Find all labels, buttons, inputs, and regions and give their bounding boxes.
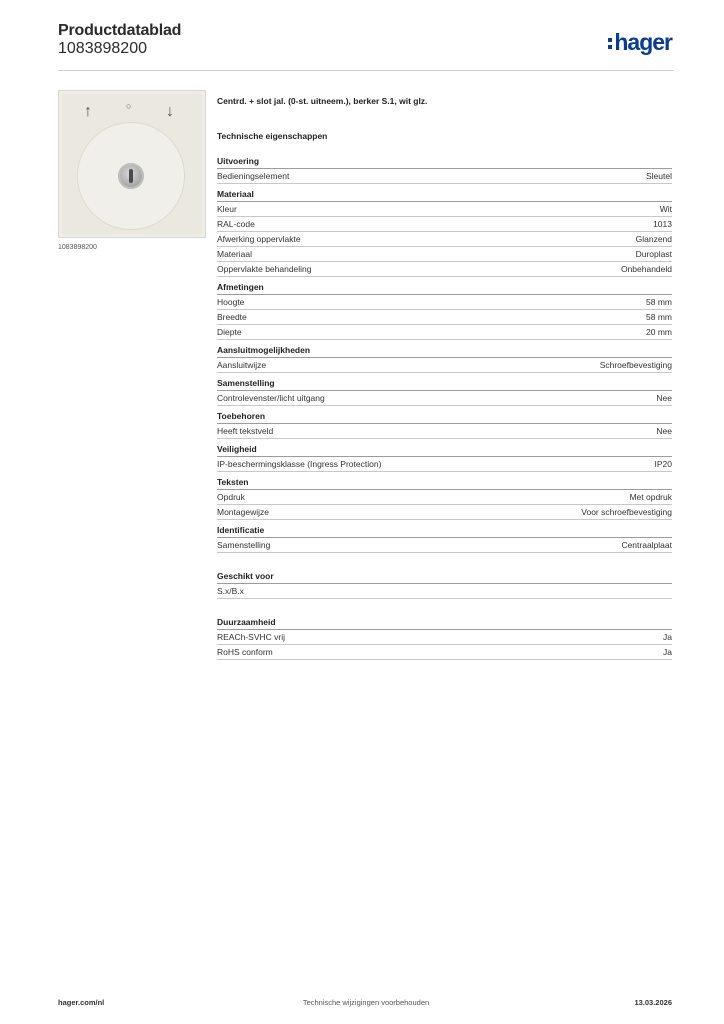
keyhole-icon [118, 163, 144, 189]
section-title: Teksten [217, 476, 672, 490]
spec-label: RoHS conform [217, 647, 273, 657]
spec-value: Ja [663, 632, 672, 642]
section-title: Identificatie [217, 524, 672, 538]
spec-label: Kleur [217, 204, 237, 214]
spec-row [217, 263, 672, 277]
off-position-icon: ○ [126, 101, 132, 111]
spec-label: Heeft tekstveld [217, 426, 274, 436]
spec-row [217, 311, 672, 325]
product-number: 1083898200 [58, 40, 147, 57]
spec-row [217, 631, 672, 645]
spec-value: IP20 [654, 459, 672, 469]
spec-row [217, 359, 672, 373]
spec-value: Schroefbevestiging [599, 360, 672, 370]
spec-label: S.x/B.x [217, 586, 244, 596]
spec-value: Wit [659, 204, 672, 214]
spec-row [217, 539, 672, 553]
section-toebehoren [217, 410, 672, 439]
spec-label: Controlevenster/licht uitgang [217, 393, 325, 403]
section-identificatie [217, 524, 672, 553]
section-duurzaamheid [217, 616, 672, 660]
spec-row [217, 233, 672, 247]
document-title: Productdatablad [58, 22, 182, 39]
image-caption: 1083898200 [58, 244, 97, 251]
footer-notice: Technische wijzigingen voorbehouden [302, 998, 430, 1007]
spec-row [217, 392, 672, 406]
product-image [58, 90, 206, 238]
spec-label: Oppervlakte behandeling [217, 264, 312, 274]
section-veiligheid [217, 443, 672, 472]
spec-value: 58 mm [646, 297, 672, 307]
spec-value: Nee [656, 426, 672, 436]
section-title: Samenstelling [217, 377, 672, 391]
spec-row [217, 248, 672, 262]
spec-row [217, 585, 672, 599]
spec-value: 1013 [653, 219, 672, 229]
spec-row [217, 203, 672, 217]
technical-properties-heading: Technische eigenschappen [217, 131, 328, 141]
spec-label: REACh-SVHC vrij [217, 632, 286, 642]
spec-label: Breedte [217, 312, 247, 322]
spec-value: Nee [656, 393, 672, 403]
spec-row [217, 326, 672, 340]
arrow-up-icon: ↑ [84, 103, 92, 120]
spec-label: Hoogte [217, 297, 245, 307]
spec-value: Voor schroefbevestiging [581, 507, 672, 517]
page-header [58, 22, 674, 70]
section-title: Duurzaamheid [217, 616, 672, 630]
arrow-down-icon: ↓ [166, 103, 174, 120]
spec-row [217, 296, 672, 310]
product-description: Centrd. + slot jal. (0-st. uitneem.), berker S.1, wit glz. [217, 96, 428, 106]
section-title: Materiaal [217, 188, 672, 202]
spec-label: Bedieningselement [217, 171, 290, 181]
spec-value: Duroplast [635, 249, 672, 259]
section-aansluitmogelijkheden [217, 344, 672, 373]
section-materiaal [217, 188, 672, 277]
footer-website-link[interactable]: hager.com/nl [58, 998, 105, 1007]
section-geschikt-voor [217, 570, 672, 599]
logo-dots-icon [608, 38, 612, 49]
spec-label: IP-beschermingsklasse (Ingress Protection) [217, 459, 382, 469]
spec-value: Glanzend [635, 234, 672, 244]
spec-label: Materiaal [217, 249, 252, 259]
spec-value: Centraalplaat [621, 540, 672, 550]
section-title: Uitvoering [217, 155, 672, 169]
spec-label: Aansluitwijze [217, 360, 267, 370]
section-title: Geschikt voor [217, 570, 672, 584]
section-title: Veiligheid [217, 443, 672, 457]
spec-label: Montagewijze [217, 507, 269, 517]
spec-row [217, 218, 672, 232]
spec-row [217, 491, 672, 505]
logo-text: hager [614, 28, 672, 55]
spec-value: 58 mm [646, 312, 672, 322]
section-title: Afmetingen [217, 281, 672, 295]
hager-logo [608, 28, 672, 56]
product-plate [62, 94, 202, 234]
section-samenstelling [217, 377, 672, 406]
section-afmetingen [217, 281, 672, 340]
key-switch-dial [78, 123, 184, 229]
spec-row [217, 170, 672, 184]
section-teksten [217, 476, 672, 520]
spec-label: RAL-code [217, 219, 255, 229]
spec-value: Ja [663, 647, 672, 657]
spec-row [217, 646, 672, 660]
spec-row [217, 458, 672, 472]
spec-label: Diepte [217, 327, 242, 337]
spec-content [217, 96, 672, 660]
spec-value: Sleutel [646, 171, 672, 181]
spec-label: Samenstelling [217, 540, 271, 550]
spec-row [217, 506, 672, 520]
spec-value: Onbehandeld [620, 264, 672, 274]
spec-value: Met opdruk [629, 492, 672, 502]
spec-label: Afwerking oppervlakte [217, 234, 301, 244]
section-title: Toebehoren [217, 410, 672, 424]
spec-label: Opdruk [217, 492, 245, 502]
spec-row [217, 425, 672, 439]
header-divider [58, 70, 674, 71]
footer-date: 13.03.2026 [634, 998, 672, 1007]
section-uitvoering [217, 155, 672, 184]
section-title: Aansluitmogelijkheden [217, 344, 672, 358]
spec-value: 20 mm [646, 327, 672, 337]
